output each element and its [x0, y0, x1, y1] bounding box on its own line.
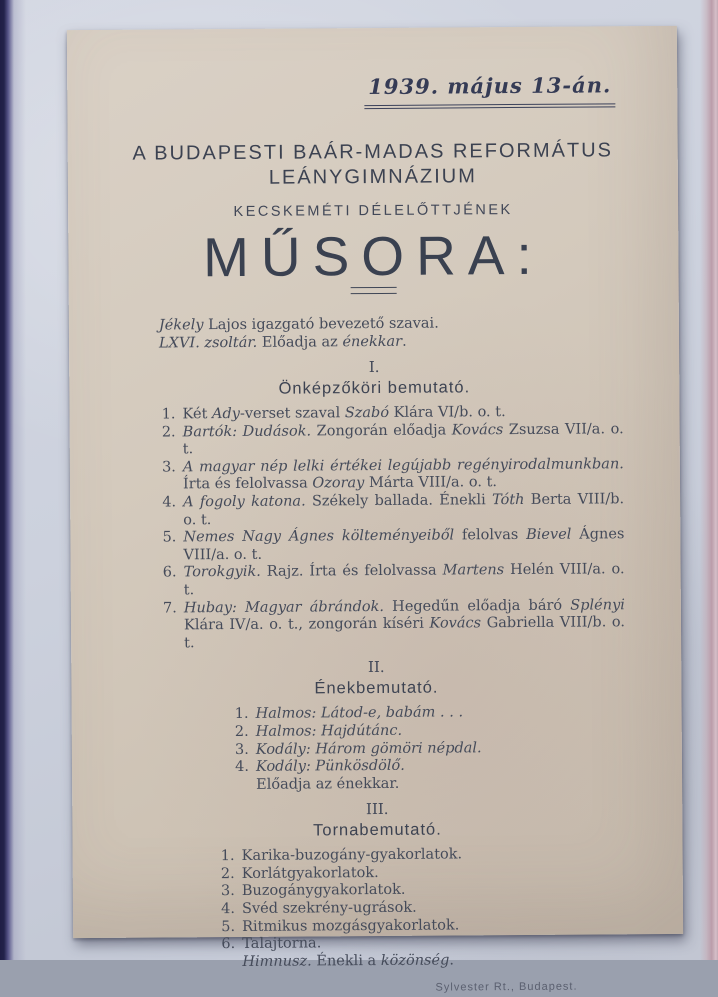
left-dark-frame-edge: [0, 0, 26, 960]
plain-text: Buzogánygyakorlatok.: [241, 882, 406, 900]
emphasized-text: Martens: [442, 562, 505, 579]
right-pink-wall-edge: [700, 0, 718, 960]
item-number: 3.: [161, 459, 176, 476]
item-text: [242, 933, 643, 953]
program-list-item: [155, 562, 625, 600]
item-number: 5.: [162, 529, 177, 546]
emphasized-text: A magyar nép lelki értékei legújabb regényirodalmunkban.: [182, 456, 624, 476]
section-1-numeral: I.: [368, 357, 380, 377]
item-text: [183, 491, 624, 529]
plain-text: Ritmikus mozgásgyakorlatok.: [242, 917, 460, 935]
program-flyer-paper: [67, 26, 683, 995]
plain-text: Zsuzsa VII/a. o. t.: [182, 420, 624, 458]
emphasized-text: Ozoray: [312, 475, 365, 492]
item-number: 4.: [221, 901, 236, 918]
section-3-numeral: III.: [365, 800, 389, 819]
emphasized-text: Nemes Nagy Ágnes költeményeiből: [183, 527, 455, 546]
plain-text: .: [402, 333, 407, 350]
plain-text: Klára VI/b. o. t.: [388, 404, 506, 421]
section-2-numeral: II.: [367, 658, 385, 677]
emphasized-text: Szabó: [344, 404, 390, 422]
item-number: 3.: [234, 741, 249, 758]
plain-text: Előadja az énekkar.: [256, 775, 400, 793]
item-number: 2.: [234, 723, 249, 740]
plain-text: Előadja az: [257, 334, 343, 351]
school-title-line1: A BUDAPESTI BAÁR-MADAS REFORMÁTUS: [132, 139, 614, 165]
emphasized-text: Kodály: Három gömöri népdal.: [255, 739, 482, 758]
emphasized-text: Tóth: [491, 491, 525, 509]
plain-text: Rajz. Írta és felolvassa: [260, 562, 443, 581]
section-2-heading: Énekbemutató.: [314, 678, 439, 698]
date-row: [67, 72, 615, 111]
emphasized-text: Bartók: Dudások.: [182, 423, 312, 440]
plain-text: Helén VIII/a. o. t.: [183, 561, 625, 599]
emphasized-text: A fogoly katona.: [183, 493, 306, 511]
program-list-item: [154, 456, 624, 494]
item-text: [183, 526, 624, 564]
section-3-heading: Tornabemutató.: [313, 820, 442, 840]
school-title-line2: LEÁNYGIMNÁZIUM: [268, 165, 477, 189]
plain-text: Gabriella VIII/b. o. t.: [184, 614, 626, 652]
item-text: [183, 421, 624, 459]
event-subtitle: KECSKEMÉTI DÉLELŐTTJÉNEK: [233, 202, 513, 220]
item-number: 6.: [221, 936, 236, 953]
emphasized-text: Halmos: Látod-e, babám . . .: [255, 704, 464, 723]
emphasized-text: Jékely: [158, 317, 204, 334]
emphasized-text: Himnusz.: [242, 953, 312, 970]
plain-text: .: [449, 952, 454, 969]
plain-text: Márta VIII/a. o. t.: [364, 474, 498, 492]
program-list-item: [154, 491, 624, 529]
item-number: 1.: [234, 706, 249, 723]
plain-text: Karika-buzogány-gyakorlatok.: [241, 846, 463, 865]
item-text: [256, 756, 642, 776]
item-number: 3.: [220, 883, 235, 900]
item-text: [183, 456, 624, 494]
program-list-item: [154, 526, 624, 564]
section-3-item-list: [213, 845, 644, 954]
emphasized-text: Kodály: Pünkösdölő.: [255, 757, 405, 775]
item-number: 6.: [162, 564, 177, 581]
plain-text: Zongorán előadja: [311, 422, 452, 440]
plain-text: Korlátgyakorlatok.: [241, 864, 379, 882]
item-number: 7.: [162, 599, 177, 617]
plain-text: Énekli a: [311, 952, 381, 970]
item-number: 1.: [161, 406, 176, 423]
program-list-item: [155, 597, 625, 653]
program-list-item: [154, 421, 624, 459]
plain-text: Ágnes VIII/a. o. t.: [183, 526, 625, 564]
plain-text: Berta VIII/b. o. t.: [183, 491, 625, 528]
plain-text: Lajos igazgató bevezető szavai.: [203, 315, 439, 334]
item-number: 5.: [221, 918, 236, 935]
heading-underline-rule: [351, 287, 397, 294]
emphasized-text: LXVI. zsoltár.: [158, 334, 258, 352]
main-heading: MŰSORA:: [202, 223, 544, 289]
section-1-item-list: [153, 403, 625, 653]
emphasized-text: Torokgyik.: [183, 564, 261, 581]
plain-text: -verset szaval: [239, 405, 345, 422]
plain-text: Két: [182, 406, 213, 423]
plain-text: Talajtorna.: [242, 935, 322, 953]
emphasized-text: Kovács: [429, 615, 482, 632]
section-3-footer-line: [242, 951, 683, 972]
emphasized-text: Hubay: Magyar ábrándok.: [183, 598, 385, 616]
section-1-heading: Önképzőköri bemutató.: [278, 378, 471, 398]
item-number: 2.: [161, 423, 176, 441]
emphasized-text: Bievel: [526, 526, 572, 544]
emphasized-text: Halmos: Hajdútánc.: [255, 722, 403, 740]
item-number: 4.: [235, 758, 250, 776]
program-list-item: [213, 933, 643, 954]
event-date: 1939. május 13-án.: [364, 72, 615, 109]
emphasized-text: Splényi: [570, 596, 625, 614]
emphasized-text: Kovács: [451, 421, 504, 439]
intro-block: [159, 313, 619, 352]
item-number: 2.: [220, 865, 235, 882]
item-text: [184, 597, 625, 653]
emphasized-text: Ady: [211, 405, 240, 423]
plain-text: Klára IV/a. o. t., zongorán kíséri: [183, 615, 430, 634]
item-number: 4.: [162, 494, 177, 511]
item-text: [184, 562, 625, 600]
plain-text: Írta és felolvassa: [182, 475, 313, 493]
program-list-item: [227, 756, 642, 776]
plain-text: Székely ballada. Énekli: [305, 492, 493, 510]
emphasized-text: közönség: [380, 952, 450, 969]
emphasized-text: énekkar: [342, 333, 403, 351]
intro-line: [159, 331, 619, 352]
section-2-item-list: [227, 703, 642, 776]
printer-imprint: Sylvester Rt., Budapest.: [435, 981, 578, 995]
plain-text: felolvas: [454, 527, 527, 544]
plain-text: Hegedűn előadja báró: [383, 597, 571, 615]
plain-text: Svéd szekrény-ugrások.: [241, 899, 417, 918]
item-number: 1.: [220, 848, 235, 865]
section-2-footer-line: [256, 774, 682, 795]
